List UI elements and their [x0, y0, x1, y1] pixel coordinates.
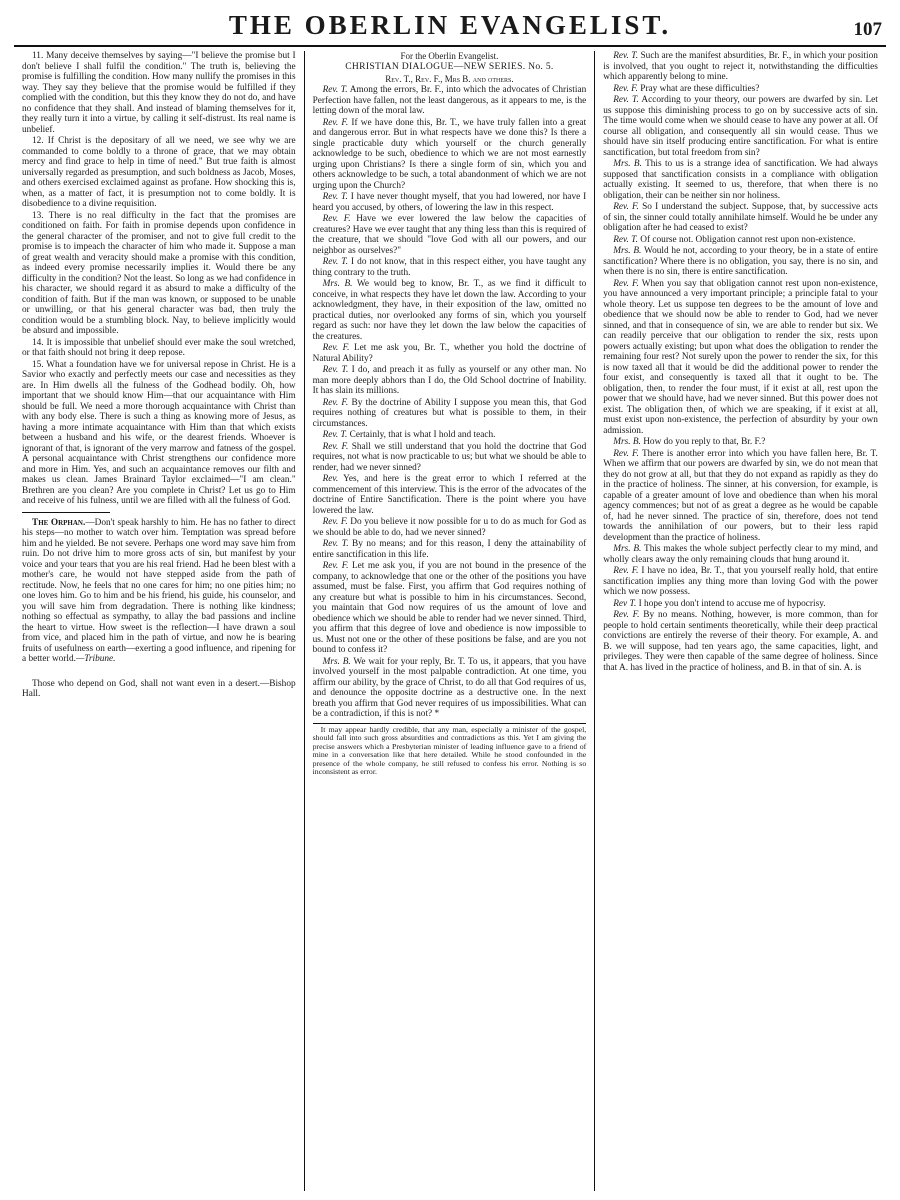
dialogue-text: Of course not. Obligation cannot rest upon non-existence. — [637, 234, 856, 245]
dialogue-line — [603, 544, 878, 565]
paragraph: 15. What a foundation have we for universal repose in Christ. He is a Savior who exactly and perfectly meets our case and necessities as they are. In Him dwells all the fulness of the Godhead bodily. Oh, how important that we should know Him—that our acquaintance with Him should be full. We need a more thorough acquaintance with Christ than with any body else. There is such a thing as knowing more of Jesus, as having a more intimate acquaintance with Him than that which exists between a husband and his wife, or the dearest friends. Whoever is ignorant of that, is ignorant of the very marrow and fatness of the gospel. A personal acquaintance with Christ strengthens our confidence more and more in Him. Yes, and such an acquaintance removes our filth and makes us clean. James Brainard Taylor exclaimed—"I am clean." Brethren are you clean? Are you complete in Christ? Let us go to Him and receive of his fulness, until we are filled with all the fulness of God. — [22, 359, 296, 506]
dialogue-text: Have we ever lowered the law below the capacities of creatures? Have we ever taught that any thing less than this is required of the creature, that we should "love God with all our powers, and our neighbor as ourselves?" — [312, 214, 587, 256]
dialogue-line — [313, 257, 587, 278]
dialogue-text: Would he not, according to your theory, be in a state of entire sanctification? Where there is no obligation, you say, there is no sin, and when there is no sin, there is entire sanctification. — [603, 246, 878, 277]
speaker-label: Rev. F. — [613, 448, 639, 459]
speaker-label: Rev. F. — [322, 441, 349, 452]
dialogue-line — [313, 365, 587, 397]
columns-container — [14, 51, 886, 1191]
dialogue-text: How do you reply to that, Br. F.? — [640, 437, 766, 447]
dialogue-text: Do you believe it now possible for u to do as much for God as we should be able to do, had we never sinned? — [312, 517, 587, 538]
paragraph: 11. Many deceive themselves by saying—"I believe the promise but I don't believe I shall fulfil the condition." The truth is, believing the promise is fulfilling the condition. How many nullify the promises in this way. They say they believe that the promise would be fulfilled if they complied with the condition, but this they know they do not do, and have no confidence that they shall. And instead of blaming themselves for it, they really turn it into a virtue, by calling it self-distrust. Its real name is unbelief. — [22, 51, 296, 135]
page-number: 107 — [853, 19, 882, 40]
paragraph: 12. If Christ is the depositary of all we need, we see why we are commanded to come boldly to a throne of grace, that we may obtain mercy and find grace to help in time of need." But true faith is almost universally regarded as presumption, and such boldness as Jacob, Moses, and others exercised exclaimed against as profane. How shocking this is, when, as a matter of fact, it is presumption not to come boldly. It is disobedience to a divine requisition. — [22, 136, 296, 209]
speaker-label: Rev. T. — [322, 85, 348, 96]
speaker-label: Mrs. B. — [613, 437, 641, 447]
dialogue-line — [313, 85, 587, 117]
dialogue-text: Certainly, that is what I hold and teach. — [347, 430, 496, 441]
dialogue-text: We would beg to know, Br. T., as we find it difficult to conceive, in what respects they have let down the law. According to your acknowledgment, they have, in their exposition of the law, omitted no practical duties, nor overlooked any forms of sin, which you yourself regard as such: nor have they let down the law below the capacities of the creatures. — [312, 279, 587, 342]
column-one — [14, 51, 305, 1191]
dialogue-line — [603, 279, 878, 437]
dialogue-text: I have no idea, Br. T., that you yourself really hold, that entire sanctification implies any thing more than loving God with the power which we now possess. — [603, 566, 878, 597]
dialogue-text: According to your theory, our powers are dwarfed by sin. Let us suppose this diminishing process to go on by successive acts of sin. The time would come when we should cease to have any power at all. Of course all obligation, and consequently all sin would cease. Thus we should have sin itself producing entire sanctification. For what is entire sanctification, but total freedom from sin? — [603, 95, 878, 158]
dialogue-line — [313, 214, 587, 256]
dialogue-text: When you say that obligation cannot rest upon non-existence, you have announced a very important principle; a principle fatal to your whole theory. Let us suppose ten degrees to be the amount of love and obedience that we should now be able to render to God, had we never sinned, and that in consequence of sin, we are able to render but six. We can readily perceive that our obligation to render the six, rests upon powers actually existing; but upon what does the obligation to render the remaining four rest? Not surely upon the power to render the six, for this is now taxed all that it would be did the additional power to render the four exist, and consequently is taxed all that it ought to be. The obligation, then, to render the four must, if it exist at all, rest upon the power that we should have, had we never sinned. But this power does not exist. The obligation then, of which we are speaking, if it exist at all, must exist upon non-existence, the perfection of absurdity by your own admission. — [603, 278, 878, 436]
footnote — [313, 723, 587, 777]
speaker-label: Rev. T. — [322, 539, 349, 550]
dialogue-line — [603, 159, 878, 201]
dialogue-text: I do, and preach it as fully as yourself or any other man. No man more deeply abhors than I do, the Old School doctrine of Inability. It has slain its millions. — [312, 365, 587, 397]
orphan-credit: —Tribune. — [75, 654, 116, 664]
dialogue-line — [603, 202, 878, 234]
dialogue-line — [603, 95, 878, 158]
dialogue-line — [313, 192, 587, 213]
paragraph: 14. It is impossible that unbelief should ever make the soul wretched, or that faith should not bring it deep repose. — [22, 337, 296, 358]
dialogue-line — [313, 430, 587, 441]
dialogue-text: Let me ask you, if you are not bound in the presence of the company, to acknowledge that one or the other of the positions you have assumed, must be false. First, you affirm that God requires nothing of any creature but what is possible to him in his circumstances. Second, you maintain that God now requires of us the amount of love and obedience which we should be able to render had we never sinned. Third, you affirm that this degree of love and obedience is now impossible to us. Must not one or the other of these positions be false, and are you not bound to confess it? — [312, 561, 587, 656]
dialogue-text: Yes, and here is the great error to which I referred at the commencement of this interview. This is the error of the advocates of the doctrine of Entire Sanctification. There is the point where you have lowered the law. — [312, 474, 587, 516]
speaker-label: Rev T. — [613, 598, 637, 609]
speaker-label: Rev. F. — [613, 278, 639, 289]
dialogue-line — [603, 84, 878, 95]
dialogue-line — [603, 599, 878, 610]
article-kicker: For the Oberlin Evangelist. — [400, 51, 499, 61]
dialogue-text: Among the errors, Br. F., into which the advocates of Christian Perfection have fallen, not the least dangerous, as it appears to me, is the letting down of the moral law. — [312, 85, 587, 117]
speaker-label: Rev. T. — [322, 365, 349, 376]
dialogue-line — [313, 561, 587, 656]
speaker-label: Rev. F. — [613, 566, 639, 576]
speaker-label: Rev. F. — [322, 343, 350, 354]
dialogue-text: There is another error into which you have fallen here, Br. T. When we affirm that our powers are dwarfed by sin, we do not mean that they do not grow at all, but that they do not expand as rapidly as they do in the practice of holiness. The sinner, at his conversion, for example, is capable of a greater amount of love and obedience than when his moral agency commences; but not of as great a degree as he would be capable of, had he never sinned. The practice of sin, therefore, does not tend towards the annihilation of our powers, but to their less rapid development than the practice of holiness. — [603, 448, 878, 543]
footnote-marker: * — [432, 709, 440, 720]
dialogue-text: We wait for your reply, Br. T. To us, it appears, that you have involved yourself in the most palpable contradiction. At one time, you affirm our ability, by the grace of Christ, to do all that God requires of us, and denounce the opposite doctrine as a destructive one. In the next breath you affirm that God never requires of us impossibilities. What can be a contradiction, if this is not? — [312, 656, 587, 720]
dialogue-text: I have never thought myself, that you had lowered, nor have I heard you accused, by others, of lowering the law in this respect. — [312, 192, 587, 213]
masthead — [14, 10, 886, 47]
speaker-label: Rev. — [322, 474, 339, 485]
dialogue-line — [603, 246, 878, 278]
paragraph: 13. There is no real difficulty in the fact that the promises are conditioned on faith. For faith in promise depends upon confidence in the general character of the promiser, and not to give full credit to the promise is to impeach the character of him who made it. Suppose a man of great wealth and veracity should make a promise with this condition, as indeed every promise necessarily implies it. Would there be any difficulty in the condition? Not the least. So long as we had confidence in his character, we should regard it as absurd to make a difficulty of the condition of faith. But if the man was known, or supposed to be unable or unwilling, or that his general character was bad, then truly the condition would be a stumbling block. Nay, to believe implicitly would be absurd and impossible. — [22, 210, 296, 336]
dialogue-line — [313, 474, 587, 516]
dialogue-line — [313, 517, 587, 538]
column-three — [595, 51, 886, 1191]
column-two — [305, 51, 596, 1191]
dialogue-line — [603, 610, 878, 673]
dialogue-text: By the doctrine of Ability I suppose you mean this, that God requires nothing of creatures but what is possible to them, in their circumstances. — [312, 397, 587, 429]
dialogue-line — [603, 235, 878, 246]
speaker-label: Rev. F. — [613, 610, 640, 620]
speaker-label: Rev. F. — [322, 517, 348, 528]
speaker-label: Mrs. B. — [613, 159, 642, 169]
dialogue-line — [603, 449, 878, 544]
dialogue-line — [603, 566, 878, 598]
dialogue-line — [313, 343, 587, 364]
dialogue-text: By no means. Nothing, however, is more common, than for people to hold certain sentiments theoretically, while their deep practical convictions are entirely the reverse of their theory. For example, A. and B. we will suppose, had ten years ago, the same capacities, light, and privileges. They were then capable of the same degree of holiness. Since that A. has lived in the practice of holiness, and B. in that of sin. A. is — [603, 610, 878, 673]
dialogue-line — [603, 51, 878, 83]
speaker-label: Mrs. B. — [613, 246, 642, 256]
dialogue-line — [313, 657, 587, 720]
dialogue-text: Shall we still understand that you hold the doctrine that God requires, not what is now practicable to us; but what we should be able to render, had we never sinned? — [312, 441, 587, 473]
dialogue-line — [313, 398, 587, 430]
speaker-label: Rev. T. — [613, 51, 639, 61]
speaker-label: Mrs. B. — [322, 279, 353, 290]
speaker-label: Rev. T. — [613, 234, 638, 245]
speaker-label: Rev. F. — [322, 561, 349, 572]
page-title: THE OBERLIN EVANGELIST. — [228, 10, 672, 40]
dialogue-text: I do not know, that in this respect either, you have taught any thing contrary to the truth. — [312, 257, 587, 278]
speaker-label: Rev. T. — [322, 430, 348, 441]
speaker-label: Rev. T. — [322, 192, 348, 203]
footnote-text: It may appear hardly credible, that any man, especially a minister of the gospel, should fall into such gross absurdities and contradictions as this. Yet I am giving the precise answers which a Presbyterian minister of leading influence gave to a friend of mine in a conversation like that here detailed. While he stood confounded in the presence of the whole company, he still refused to confess his error. Nothing is so inconsistent as error. — [312, 724, 587, 777]
dialogue-text: If we have done this, Br. T., we have truly fallen into a great and dangerous error. But in what respects have we done this? Is there a single practicable duty which yourself or the church generally acknowledge to be such, obedience to which we are not most earnestly urging upon Christians? Is there a single form of sin, which you and others acknowledge to be such, a total abandonment of which we are not urging upon the Church? — [312, 117, 587, 191]
dialogue-text: Such are the manifest absurdities, Br. F., in which your position is involved, that you ought to reject it, notwithstanding the difficulties which apparently belong to mine. — [603, 51, 878, 82]
article-title: CHRISTIAN DIALOGUE—NEW SERIES. No. 5. — [345, 61, 554, 73]
dialogue-text: This to us is a strange idea of sanctification. We had always supposed that sanctification consists in a compliance with obligation actually existing. It seemed to us, therefore, that when there is no obligation, their can be neither sin nor holiness. — [603, 159, 878, 201]
dialogue-text: Pray what are these difficulties? — [637, 83, 760, 94]
dialogue-text: I hope you don't intend to accuse me of hypocrisy. — [636, 598, 826, 609]
dialogue-line — [313, 539, 587, 560]
dialogue-line — [313, 442, 587, 474]
speaker-label: Rev. T. — [322, 257, 349, 268]
orphan-text: —Don't speak harshly to him. He has no father to direct his steps—no mother to watch over him. Temptation was spread before him and he yielded. Be not severe. Perhaps one word may save him from ruin. Do not drive him to more gross acts of sin, but manifest by your voice and your tears that you are his real friend. Had he been blest with a mother's care, he would not have stepped aside from the path of rectitude. Now, he feels that no one cares for him; no one pities him; no one loves him. Go to him and be his friend, his guide, his counselor, and you will save him from degradation. There is nothing like kindness; nothing so effectual as sympathy, to allay the bad passions and incline the heart to virtue. How sweet is the reflection—I have drawn a soul from vice, and placed him in the path of virtue, and now he is bearing fruits of usefulness on earth—exerting a good influence, and ripening for a better world. — [22, 517, 296, 664]
orphan-title: The Orphan. — [32, 517, 86, 528]
speaker-label: Rev. F. — [613, 202, 639, 212]
speaker-label: Rev. F. — [613, 83, 638, 94]
speaker-label: Rev. F. — [322, 397, 349, 408]
section-divider — [22, 512, 110, 513]
orphan-article — [22, 518, 296, 665]
article-subtitle: Rev. T., Rev. F., Mrs B. and others. — [385, 73, 514, 84]
speaker-label: Mrs. B. — [322, 656, 351, 667]
dialogue-line — [603, 437, 878, 448]
dialogue-text: So I understand the subject. Suppose, that, by successive acts of sin, the sinner could totally annihilate himself. Would he be under any obligation after he had ceased to exist? — [603, 202, 878, 233]
dialogue-line — [313, 279, 587, 342]
dialogue-line — [313, 118, 587, 192]
dialogue-text: Let me ask you, Br. T., whether you hold the doctrine of Natural Ability? — [312, 343, 587, 364]
dialogue-text: This makes the whole subject perfectly clear to my mind, and wholly clears away the only remaining clouds that hung around it. — [603, 544, 878, 565]
speaker-label: Rev. T. — [613, 95, 639, 105]
speaker-label: Rev. F. — [322, 117, 349, 128]
dialogue-text: By no means; and for this reason, I deny the attainability of entire sanctification in this life. — [312, 539, 587, 560]
speaker-label: Mrs. B. — [613, 544, 642, 554]
speaker-label: Rev. F. — [322, 214, 351, 225]
closing-note: Those who depend on God, shall not want even in a desert.—Bishop Hall. — [22, 678, 296, 699]
